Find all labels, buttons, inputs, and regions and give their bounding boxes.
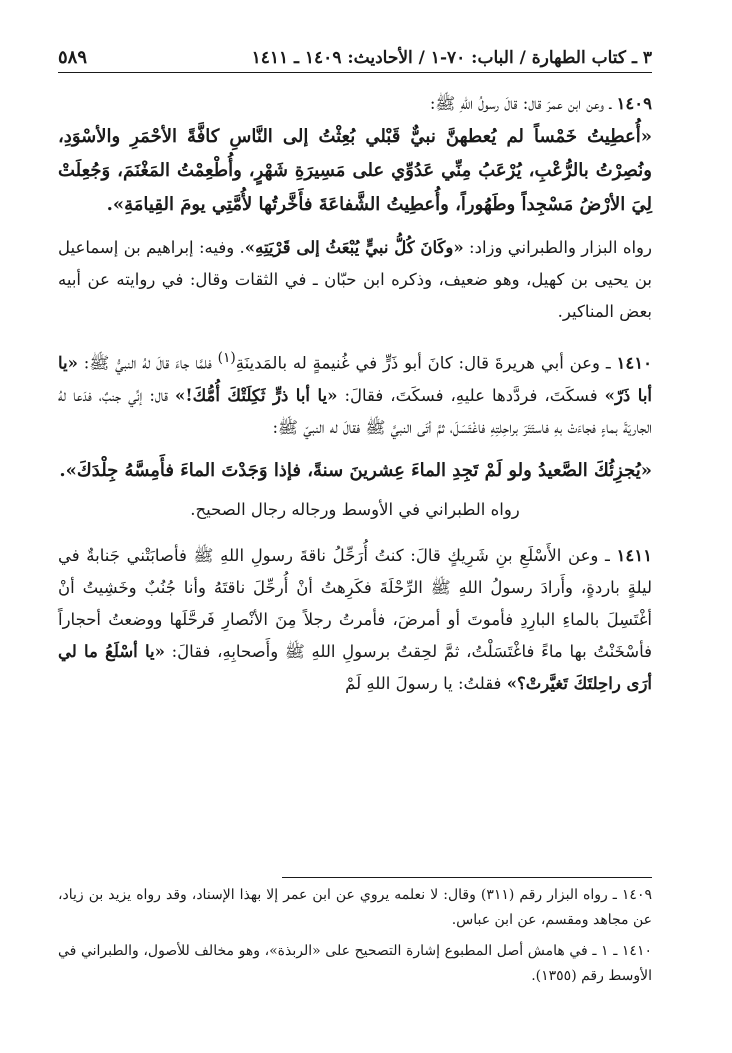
hadith-number: ١٤١٠ xyxy=(616,353,652,373)
hadith-rest: فقلتُ: يا رسولَ اللهِ لَمْ xyxy=(345,673,507,693)
hadith-intro: ـ وعن ابن عمرَ قال: قالَ رسولُ اللهِ ﷺ: xyxy=(429,94,617,113)
page-number: ٥٨٩ xyxy=(58,47,88,68)
hadith-quote: «يا أبا ذرٍّ ثَكِلَتْكَ أُمُّكَ!» xyxy=(175,385,338,405)
hadith-quote: «يا أبا ذَرّ» xyxy=(58,353,652,405)
running-title: ٣ ـ كتاب الطهارة / الباب: ٧٠-١ / الأحاديث: ١٤٠٩ ـ ١٤١١ xyxy=(251,48,652,68)
footnote-mark: (١) xyxy=(217,350,236,366)
footnote-divider xyxy=(282,877,652,878)
footnote-1410: ١٤١٠ ـ ١ ـ في هامش أصل المطبوع إشارة التصحيح على «الربذة»، وهو مخالف للأصول، والطبراني في الأوسط رقم (١٣٥٥). xyxy=(58,943,652,984)
hadith-1409-text: «أُعطِيتُ خَمْساً لم يُعطهنَّ نبيٌّ قَبْلي بُعِثْتُ إلى النَّاسِ كافَّةً الأحْمَرِ والأسْوَدِ، ونُصِرْتُ بالرُّعْبِ، يُرْعَبُ مِنِّي عَدُوِّي على مَسِيرَةِ شَهْرٍ، وأُطْعِمْتُ المَغْنَمَ، وَجُعِلَتْ لِيَ الأرْضُ مَسْجِداً وطَهُوراً، وأُعطِيتُ الشَّفاعَةَ فأَخَّرتُها لأُمَّتِي يومَ القِيامَةِ». xyxy=(58,126,652,215)
hadith-intro: ـ وعن الأَسْلَعِ بنِ شَرِيكٍ قالَ: كنتُ أُرَحِّلُ ناقةَ رسولِ اللهِ ﷺ فأصابَتْني جَنابةٌ في ليلةٍ باردةٍ، وأَرادَ رسولُ اللهِ ﷺ الرِّحْلَةَ فكَرِهتُ أنْ أُرحِّلَ ناقتَهُ وأنا جُنُبٌ وخَشِيتُ أنْ أغْتَسِلَ بالماءِ البارِدِ فأموتَ أو أمرضَ، فأمرتُ رجلاً مِنَ الأنْصارِ فَرحَّلَها ووضعتُ أحجاراً فأسْخَنْتُ بها ماءً فاغْتَسَلْتُ، ثمَّ لحِقتُ برسولِ اللهِ ﷺ وأَصحابِهِ، فقالَ: xyxy=(58,545,652,661)
hadith-1411-text xyxy=(58,540,652,700)
hadith-1410-intro xyxy=(58,342,652,444)
hadith-1409-intro xyxy=(58,88,652,120)
hadith-1410-text: «يُجزِئُكَ الصَّعيدُ ولو لَمْ تَجِدِ الماءَ عِشرينَ سنةً، فإذا وَجَدْتَ الماءَ فأَمِسَّهُ جِلْدَكَ». xyxy=(59,459,652,481)
hadith-mid: قال: إنِّي جنبٌ، فدَعا لهُ الجاريَةَ بماءٍ فجاءَتْ بهِ فاستَتَرَ براحِلتِهِ فاغْتَسَلَ، ثمَّ أتَى النبيَّ ﷺ فقالَ له النبيّ ﷺ: xyxy=(58,385,652,437)
page-header xyxy=(58,32,652,73)
footnote-1409: ١٤٠٩ ـ رواه البزار رقم (٣١١) وقال: لا نعلمه يروي عن ابن عمر إلا بهذا الإسناد، وقد رواه يزيد بن زياد، عن مجاهد ومقسم، عن ابن عباس. xyxy=(58,887,652,928)
hadith-mid: فسكَتَ، فردَّدها عليهِ، فسكَتَ، فقالَ: xyxy=(337,385,605,405)
footnotes xyxy=(58,883,652,989)
hadith-number: ١٤١١ xyxy=(616,545,652,565)
hadith-quote: «يا أسْلَعُ ما لي أرَى راحِلتَكَ تَغيَّرتْ؟» xyxy=(58,641,652,693)
hadith-number: ١٤٠٩ xyxy=(616,94,652,113)
narration-rest: . وفيه: إبراهيم بن إسماعيل بن يحيى بن كهيل، وهو ضعيف، وذكره ابن حبّان ـ في الثقات وقال: في روايته عن أبيه بعض المناكير. xyxy=(58,238,652,321)
narration-quote: «وكَانَ كُلُّ نبيٍّ يُبْعَثُ إلى قَرْيَتِهِ» xyxy=(244,238,464,257)
hadith-1409-narration xyxy=(58,232,652,328)
page-body xyxy=(58,88,652,700)
hadith-intro-cont: فلمَّا جاءَ قالَ لهُ النبيُّ ﷺ: xyxy=(77,353,218,373)
narration-lead: رواه البزار والطبراني وزاد: xyxy=(463,238,652,257)
hadith-intro: ـ وعن أبي هريرةَ قال: كانَ أبو ذَرٍّ في غُنيمةٍ له بالمَدينَةِ xyxy=(235,353,617,373)
hadith-1410-narration: رواه الطبراني في الأوسط ورجاله رجال الصحيح. xyxy=(190,499,520,519)
